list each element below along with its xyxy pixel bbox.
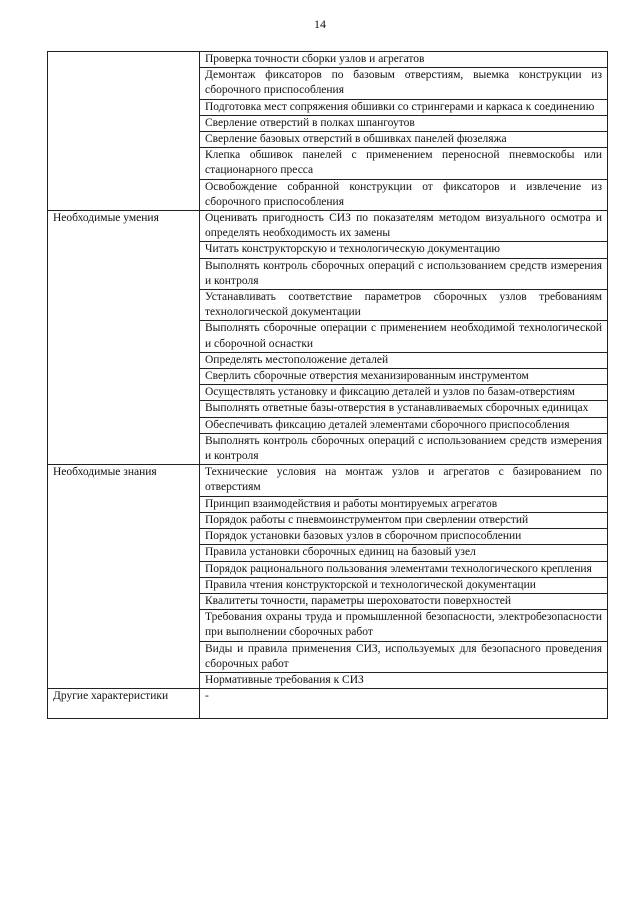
table-cell: Сверление отверстий в полках шпангоутов [200, 115, 608, 131]
section-label: Необходимые знания [48, 465, 200, 689]
table-cell: Выполнять контроль сборочных операций с использованием средств измерения и контроля [200, 258, 608, 289]
page-number: 14 [314, 17, 326, 31]
table-row [48, 52, 608, 68]
table-cell: Оценивать пригодность СИЗ по показателям методом визуального осмотра и определять необходимость их замены [200, 211, 608, 242]
table-cell: - [200, 689, 608, 719]
table-cell: Нормативные требования к СИЗ [200, 672, 608, 688]
table-cell: Порядок рационального пользования элементами технологического крепления [200, 561, 608, 577]
table-cell: Принцип взаимодействия и работы монтируемых агрегатов [200, 496, 608, 512]
table-cell: Читать конструкторскую и технологическую документацию [200, 242, 608, 258]
table-cell: Определять местоположение деталей [200, 352, 608, 368]
table-cell: Выполнять контроль сборочных операций с использованием средств измерения и контроля [200, 433, 608, 464]
table-cell: Технические условия на монтаж узлов и агрегатов с базированием по отверстиям [200, 465, 608, 496]
table-cell: Клепка обшивок панелей с применением переносной пневмоскобы или стационарного пресса [200, 148, 608, 179]
table-row [48, 211, 608, 242]
table-cell: Требования охраны труда и промышленной безопасности, электробезопасности при выполнении сборочных работ [200, 610, 608, 641]
table-cell: Проверка точности сборки узлов и агрегатов [200, 52, 608, 68]
section-label [48, 52, 200, 211]
table-cell: Устанавливать соответствие параметров сборочных узлов требованиям технологической документации [200, 290, 608, 321]
table-cell: Квалитеты точности, параметры шероховатости поверхностей [200, 593, 608, 609]
table-cell: Обеспечивать фиксацию деталей элементами сборочного приспособления [200, 417, 608, 433]
table-cell: Выполнять ответные базы-отверстия в устанавливаемых сборочных единицах [200, 401, 608, 417]
table-cell: Освобождение собранной конструкции от фиксаторов и извлечение из сборочного приспособления [200, 179, 608, 210]
table-cell: Виды и правила применения СИЗ, используемых для безопасного проведения сборочных работ [200, 641, 608, 672]
table-row [48, 689, 608, 719]
table-cell: Выполнять сборочные операции с применением необходимой технологической и сборочной оснастки [200, 321, 608, 352]
table-cell: Сверление базовых отверстий в обшивках панелей фюзеляжа [200, 132, 608, 148]
section-label: Необходимые умения [48, 211, 200, 465]
table-cell: Демонтаж фиксаторов по базовым отверстиям, выемка конструкции из сборочного приспособления [200, 68, 608, 99]
competency-table [47, 51, 608, 719]
table-cell: Порядок работы с пневмоинструментом при сверлении отверстий [200, 512, 608, 528]
table-cell: Сверлить сборочные отверстия механизированным инструментом [200, 369, 608, 385]
table-cell: Порядок установки базовых узлов в сборочном приспособлении [200, 529, 608, 545]
table-cell: Подготовка мест сопряжения обшивки со стрингерами и каркаса к соединению [200, 99, 608, 115]
table-cell: Осуществлять установку и фиксацию деталей и узлов по базам-отверстиям [200, 385, 608, 401]
table-row [48, 465, 608, 496]
table-cell: Правила чтения конструкторской и технологической документации [200, 577, 608, 593]
table-cell: Правила установки сборочных единиц на базовый узел [200, 545, 608, 561]
section-label: Другие характеристики [48, 689, 200, 719]
